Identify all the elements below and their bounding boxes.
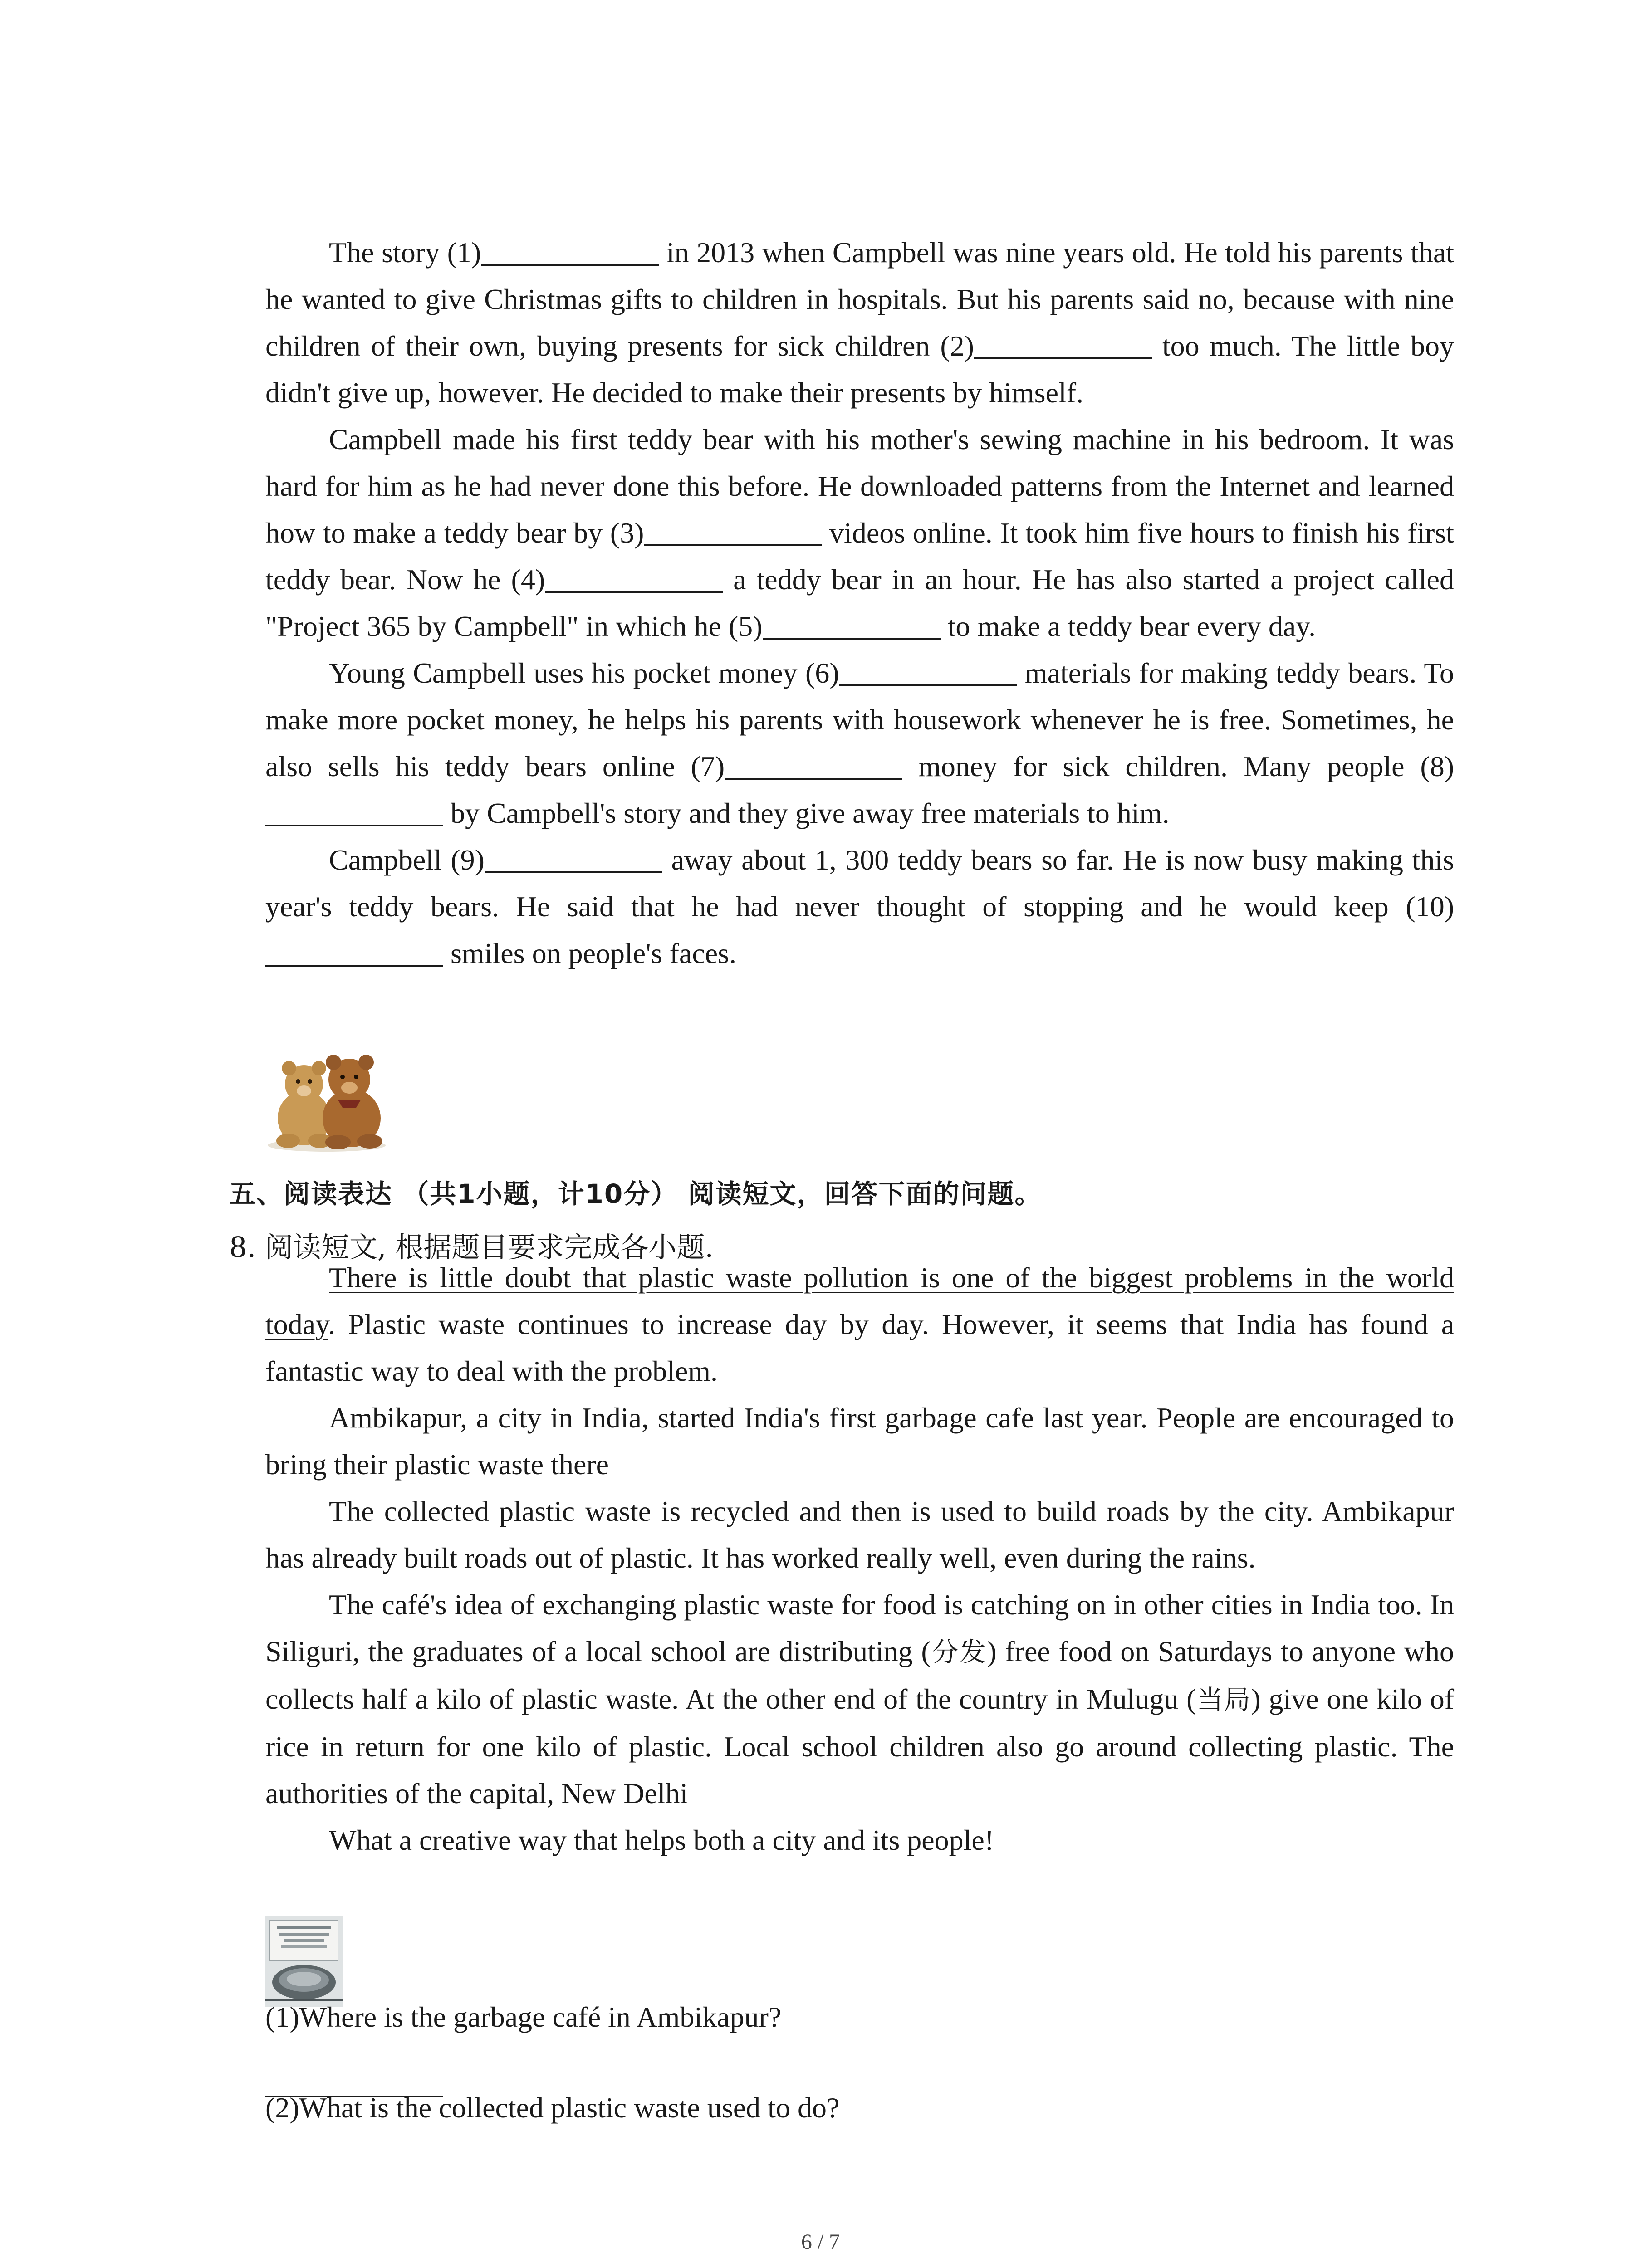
blank-6 (839, 657, 1017, 686)
paragraph-4 (265, 836, 1454, 977)
gloss-text: 当局 (1196, 1684, 1251, 1715)
question-8-label: 8. 阅读短文, 根据题目要求完成各小题. (229, 1231, 714, 1264)
paragraph-1 (265, 1254, 1454, 1394)
blank-2 (974, 330, 1152, 359)
blank-7 (725, 751, 902, 780)
blank-10 (265, 938, 443, 967)
text: by Campbell's story and they give away free materials to him. (443, 797, 1170, 829)
text: The story (1) (329, 236, 481, 269)
text: in 2013 when Campbell was nine years old. He told his parents that he wanted to give Christmas gifts to children in hospitals. But his parents said no, because with nine children of their own, buying presents for sick children (2) (265, 236, 1454, 362)
text: to make a teddy bear every day. (940, 610, 1316, 642)
blank-1 (481, 237, 659, 266)
page-number: 6 / 7 (801, 2230, 840, 2254)
text: . Plastic waste continues to increase day by day. However, it seems that India has found a fantastic way to deal with the problem. (265, 1308, 1454, 1387)
passage-two (265, 1254, 1454, 1863)
text: ) free food on Saturdays to anyone who collects half a kilo of plastic waste. At the other end of the country in Mulugu ( (265, 1635, 1455, 1715)
passage-one (265, 229, 1454, 977)
paragraph-5: What a creative way that helps both a city and its people! (329, 1824, 994, 1856)
blank-9 (485, 844, 662, 873)
text: away about 1, 300 teddy bears so far. He is now busy making this year's teddy bears. He said that he had never thought of stopping and he would keep (10) (265, 844, 1455, 923)
text: a teddy bear in an hour. He has also started a project called "Project 365 by Campbell" in which he (5) (265, 563, 1455, 642)
question-1: (1)Where is the garbage café in Ambikapur? (265, 2001, 782, 2033)
garbage-cafe-image (265, 1916, 343, 2007)
paragraph-4 (265, 1581, 1454, 1817)
blank-4 (545, 564, 723, 593)
question-2: (2)What is the collected plastic waste used to do? (265, 2092, 840, 2124)
paragraph-1 (265, 229, 1454, 416)
text: ) give one kilo of rice in return for one kilo of plastic. Local school children also go around collecting plastic. The authorities of the capital, New Delhi (265, 1683, 1455, 1809)
text: Young Campbell uses his pocket money (6) (329, 657, 839, 689)
blank-5 (763, 611, 941, 640)
gloss-text: 分发 (931, 1637, 987, 1667)
text: too much. The little boy didn't give up, however. He decided to make their presents by himself. (265, 330, 1455, 409)
paragraph-3 (265, 650, 1454, 836)
text: The café's idea of exchanging plastic waste for food is catching on in other cities in India too. In Siliguri, the graduates of a local school are distributing ( (265, 1589, 1454, 1667)
teddy-bears-image (265, 1052, 388, 1152)
text: videos online. It took him five hours to finish his first teddy bear. Now he (4) (265, 517, 1455, 596)
text: Campbell made his first teddy bear with his mother's sewing machine in his bedroom. It was hard for him as he had never done this before. He downloaded patterns from the Internet and learned how to make a teddy bear by (3) (265, 423, 1454, 549)
text: smiles on people's faces. (443, 937, 737, 969)
paragraph-3: The collected plastic waste is recycled and then is used to build roads by the city. Ambikapur has already built roads out of plastic. It has worked really well, even during the rains. (265, 1495, 1454, 1574)
text: Campbell (9) (329, 844, 485, 876)
text: materials for making teddy bears. To make more pocket money, he helps his parents with housework whenever he is free. Sometimes, he also sells his teddy bears online (7) (265, 657, 1454, 782)
section-title: 五、阅读表达 （共1小题，计10分） 阅读短文，回答下面的问题。 (229, 1178, 1042, 1209)
blank-3 (644, 517, 822, 546)
blank-8 (265, 797, 443, 826)
paragraph-2: Ambikapur, a city in India, started India's first garbage cafe last year. People are encouraged to bring their plastic waste there (265, 1402, 1454, 1481)
text: money for sick children. Many people (8) (902, 750, 1455, 782)
underlined-sentence: There is little doubt that plastic waste pollution is one of the biggest problems in the world today (265, 1261, 1454, 1340)
paragraph-2 (265, 416, 1454, 650)
